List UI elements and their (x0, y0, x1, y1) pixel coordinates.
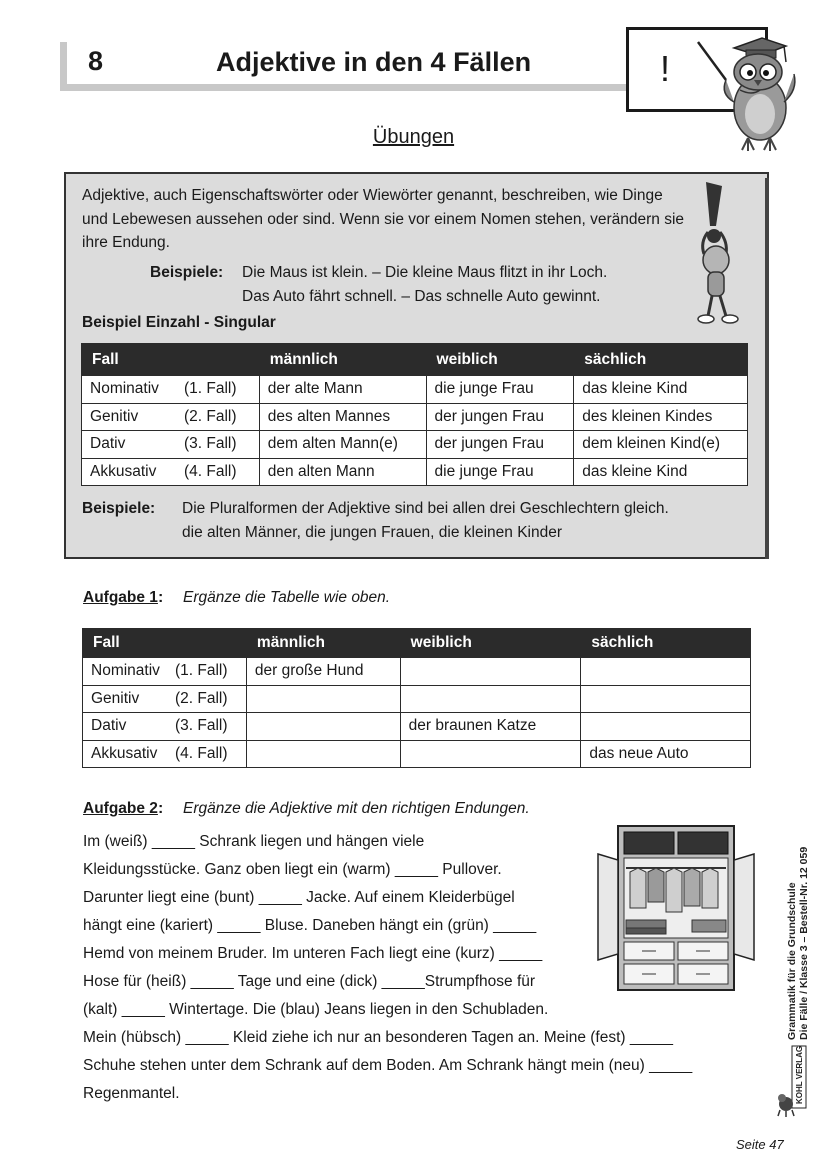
plural-line-1: Die Pluralformen der Adjektive sind bei allen drei Geschlechtern gleich. (182, 500, 669, 517)
exercise-line: Schuhe stehen unter dem Schrank auf dem Boden. Am Schrank hängt mein (neu) _____ (83, 1057, 693, 1074)
examples-label: Beispiele: (150, 264, 224, 281)
fall-cell (82, 431, 260, 459)
header-fall: Fall (83, 629, 247, 658)
fall-number: (3. Fall) (175, 717, 228, 735)
header-maennlich: männlich (246, 629, 400, 658)
task-1-colon: : (157, 589, 164, 606)
fall-name: Genitiv (91, 689, 140, 707)
side-series-title: Grammatik für die Grundschule (786, 882, 798, 1040)
female-answer-cell[interactable] (400, 685, 581, 713)
page-number: Seite 47 (736, 1137, 784, 1152)
exercise-line: Kleidungsstücke. Ganz oben liegt ein (warm) _____ Pullover. (83, 861, 502, 878)
fall-cell (83, 658, 247, 686)
fall-name: Genitiv (90, 407, 139, 425)
info-box-shadow (765, 178, 769, 559)
female-cell: die junge Frau (426, 376, 574, 404)
table-row (83, 658, 751, 686)
fall-number: (4. Fall) (175, 744, 228, 762)
male-cell: des alten Mannes (259, 403, 426, 431)
fall-name: Akkusativ (90, 462, 157, 480)
female-answer-cell[interactable] (400, 740, 581, 768)
neuter-answer-cell[interactable] (581, 685, 751, 713)
fall-cell (82, 458, 260, 486)
fall-number: (2. Fall) (175, 689, 228, 707)
exercise-line: Hemd von meinem Bruder. Im unteren Fach liegt eine (kurz) _____ (83, 945, 543, 962)
task-2-heading (83, 800, 163, 818)
example-line-2: Das Auto fährt schnell. – Das schnelle Auto gewinnt. (242, 288, 601, 305)
exercise-line: Mein (hübsch) _____ Kleid ziehe ich nur an besonderen Tagen an. Meine (fest) _____ (83, 1029, 673, 1046)
singular-example-table (81, 343, 748, 486)
neuter-answer-cell[interactable] (581, 658, 751, 686)
task-1-heading (83, 589, 163, 607)
fall-name: Akkusativ (91, 744, 158, 762)
plural-line-2: die alten Männer, die jungen Frauen, die kleinen Kinder (182, 524, 563, 541)
header-weiblich: weiblich (426, 344, 574, 376)
fall-number: (1. Fall) (175, 662, 228, 680)
table-row (83, 685, 751, 713)
neuter-cell: des kleinen Kindes (574, 403, 748, 431)
header-fall: Fall (82, 344, 260, 376)
task-2-instruction: Ergänze die Adjektive mit den richtigen Endungen. (183, 800, 530, 817)
fall-cell (82, 403, 260, 431)
female-answer-cell[interactable] (400, 658, 581, 686)
header-underline (60, 84, 626, 91)
table-row (82, 431, 748, 459)
intro-text: Adjektive, auch Eigenschaftswörter oder Wiewörter genannt, beschreiben, wie Dinge und Lebewesen aussehen oder sind. Wenn sie vor einem Nomen stehen, verändern sie ihre Endung. (82, 187, 685, 251)
header-saechlich: sächlich (574, 344, 748, 376)
header-maennlich: männlich (259, 344, 426, 376)
publisher-logo-icon (774, 1044, 808, 1118)
neuter-cell: das kleine Kind (574, 376, 748, 404)
fall-cell (83, 685, 247, 713)
fall-cell (82, 376, 260, 404)
male-answer-cell[interactable] (246, 713, 400, 741)
task-1-label: Aufgabe 1 (83, 589, 158, 606)
fall-name: Nominativ (90, 380, 159, 398)
neuter-cell: das kleine Kind (574, 458, 748, 486)
fall-number: (4. Fall) (184, 462, 237, 480)
chapter-number: 8 (88, 46, 104, 76)
exercise-line: Hose für (heiß) _____ Tage und eine (dick) _____Strumpfhose für (83, 973, 536, 990)
male-cell: dem alten Mann(e) (259, 431, 426, 459)
fall-name: Dativ (91, 717, 127, 735)
svg-text:KOHL VERLAG: KOHL VERLAG (795, 1045, 804, 1104)
fall-cell (83, 740, 247, 768)
header-saechlich: sächlich (581, 629, 751, 658)
table-row (82, 458, 748, 486)
neuter-answer-cell[interactable] (581, 713, 751, 741)
header-exclamation: ! (660, 48, 671, 89)
female-cell: der jungen Frau (426, 431, 574, 459)
table-header-row (82, 344, 748, 376)
fall-number: (1. Fall) (184, 380, 237, 398)
male-answer-cell[interactable] (246, 740, 400, 768)
male-answer-cell[interactable]: der große Hund (246, 658, 400, 686)
neuter-cell: dem kleinen Kind(e) (574, 431, 748, 459)
task-2-colon: : (157, 800, 164, 817)
female-cell: die junge Frau (426, 458, 574, 486)
exercise-table (82, 628, 751, 768)
exclamation-figure-icon (692, 180, 752, 330)
neuter-answer-cell[interactable]: das neue Auto (581, 740, 751, 768)
fall-name: Nominativ (91, 662, 160, 680)
fall-cell (83, 713, 247, 741)
table-row (83, 713, 751, 741)
task-1-instruction: Ergänze die Tabelle wie oben. (183, 589, 391, 606)
female-answer-cell[interactable]: der braunen Katze (400, 713, 581, 741)
fall-number: (3. Fall) (184, 435, 237, 453)
plural-examples-label: Beispiele: (82, 500, 156, 517)
wardrobe-icon (596, 824, 756, 994)
singular-heading: Beispiel Einzahl - Singular (82, 314, 276, 331)
exercise-line: Darunter liegt eine (bunt) _____ Jacke. Auf einem Kleiderbügel (83, 889, 515, 906)
male-cell: den alten Mann (259, 458, 426, 486)
table-row (83, 740, 751, 768)
table-row (82, 376, 748, 404)
page-title: Adjektive in den 4 Fällen (216, 47, 532, 77)
exercise-line: (kalt) _____ Wintertage. Die (blau) Jeans liegen in den Schubladen. (83, 1001, 549, 1018)
table-row (82, 403, 748, 431)
section-subtitle: Übungen (372, 126, 455, 148)
male-answer-cell[interactable] (246, 685, 400, 713)
male-cell: der alte Mann (259, 376, 426, 404)
table-header-row (83, 629, 751, 658)
female-cell: der jungen Frau (426, 403, 574, 431)
fall-number: (2. Fall) (184, 407, 237, 425)
exercise-line: Im (weiß) _____ Schrank liegen und hängen viele (83, 833, 425, 850)
exercise-line: Regenmantel. (83, 1085, 180, 1102)
task-2-label: Aufgabe 2 (83, 800, 158, 817)
fall-name: Dativ (90, 435, 126, 453)
header-weiblich: weiblich (400, 629, 581, 658)
example-line-1: Die Maus ist klein. – Die kleine Maus flitzt in ihr Loch. (242, 264, 608, 281)
exercise-line: hängt eine (kariert) _____ Bluse. Daneben hängt ein (grün) _____ (83, 917, 537, 934)
side-order-info: Die Fälle / Klasse 3 – Bestell-Nr. 12 059 (798, 846, 810, 1040)
